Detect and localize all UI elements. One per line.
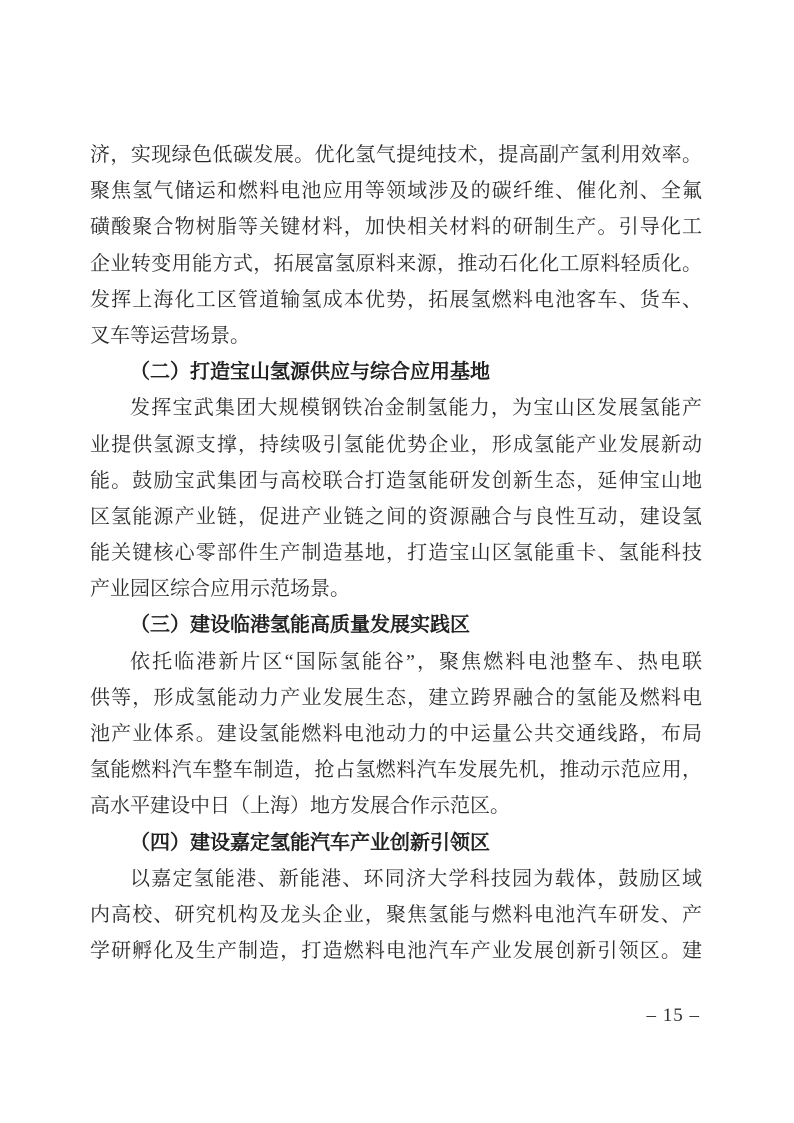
heading-line: （三）建设临港氢能高质量发展实践区: [130, 614, 470, 637]
heading-line: （二）打造宝山氢源供应与综合应用基地: [130, 361, 490, 384]
text-line: 能关键核心零部件生产制造基地，打造宝山区氢能重卡、氢能科技: [90, 542, 702, 565]
heading-section-2-baoshan: [90, 354, 702, 390]
text-line: 济，实现绿色低碳发展。优化氢气提纯技术，提高副产氢利用效率。: [90, 144, 702, 166]
text-line: 叉车等运营场景。: [90, 324, 250, 347]
heading-section-4-jiading: [90, 825, 702, 861]
text-line: 学研孵化及生产制造，打造燃料电池汽车产业发展创新引领区。建: [90, 940, 702, 963]
heading-section-3-lingang: [90, 607, 702, 643]
para-baoshan-hydrogen-base: [90, 390, 702, 607]
text-line: 产业园区综合应用示范场景。: [90, 578, 350, 601]
text-line: 区氢能源产业链，促进产业链之间的资源融合与良性互动，建设氢: [90, 505, 702, 528]
page-footer: [647, 1003, 701, 1029]
para-lingang-practice-zone: [90, 644, 702, 825]
text-line: 聚焦氢气储运和燃料电池应用等领域涉及的碳纤维、催化剂、全氟: [90, 180, 702, 203]
text-line: 能。鼓励宝武集团与高校联合打造氢能研发创新生态，延伸宝山地: [90, 469, 702, 492]
text-line: 企业转变用能方式，拓展富氢原料来源，推动石化化工原料轻质化。: [90, 252, 702, 275]
text-line: 业提供氢源支撑，持续吸引氢能优势企业，形成氢能产业发展新动: [90, 433, 702, 456]
heading-line: （四）建设嘉定氢能汽车产业创新引领区: [130, 831, 490, 854]
para-chemical-industry-continuation: [90, 137, 702, 354]
para-jiading-innovation-zone: [90, 861, 702, 970]
text-line: 池产业体系。建设氢能燃料电池动力的中运量公共交通线路，布局: [90, 723, 702, 745]
text-line: 高水平建设中日（上海）地方发展合作示范区。: [90, 795, 510, 818]
text-line: 以嘉定氢能港、新能港、环同济大学科技园为载体，鼓励区域: [130, 867, 702, 890]
text-line: 依托临港新片区“国际氢能谷”，聚焦燃料电池整车、热电联: [130, 650, 702, 673]
text-line: 供等，形成氢能动力产业发展生态，建立跨界融合的氢能及燃料电: [90, 686, 702, 709]
document-body: [90, 137, 702, 969]
page-number: – 15 –: [646, 1005, 700, 1026]
text-line: 发挥宝武集团大规模钢铁冶金制氢能力，为宝山区发展氢能产: [130, 397, 702, 420]
text-line: 发挥上海化工区管道输氢成本优势，拓展氢燃料电池客车、货车、: [90, 288, 702, 311]
text-line: 磺酸聚合物树脂等关键材料，加快相关材料的研制生产。引导化工: [90, 216, 702, 239]
text-line: 内高校、研究机构及龙头企业，聚焦氢能与燃料电池汽车研发、产: [90, 903, 702, 926]
text-line: 氢能燃料汽车整车制造，抢占氢燃料汽车发展先机，推动示范应用，: [90, 759, 702, 782]
